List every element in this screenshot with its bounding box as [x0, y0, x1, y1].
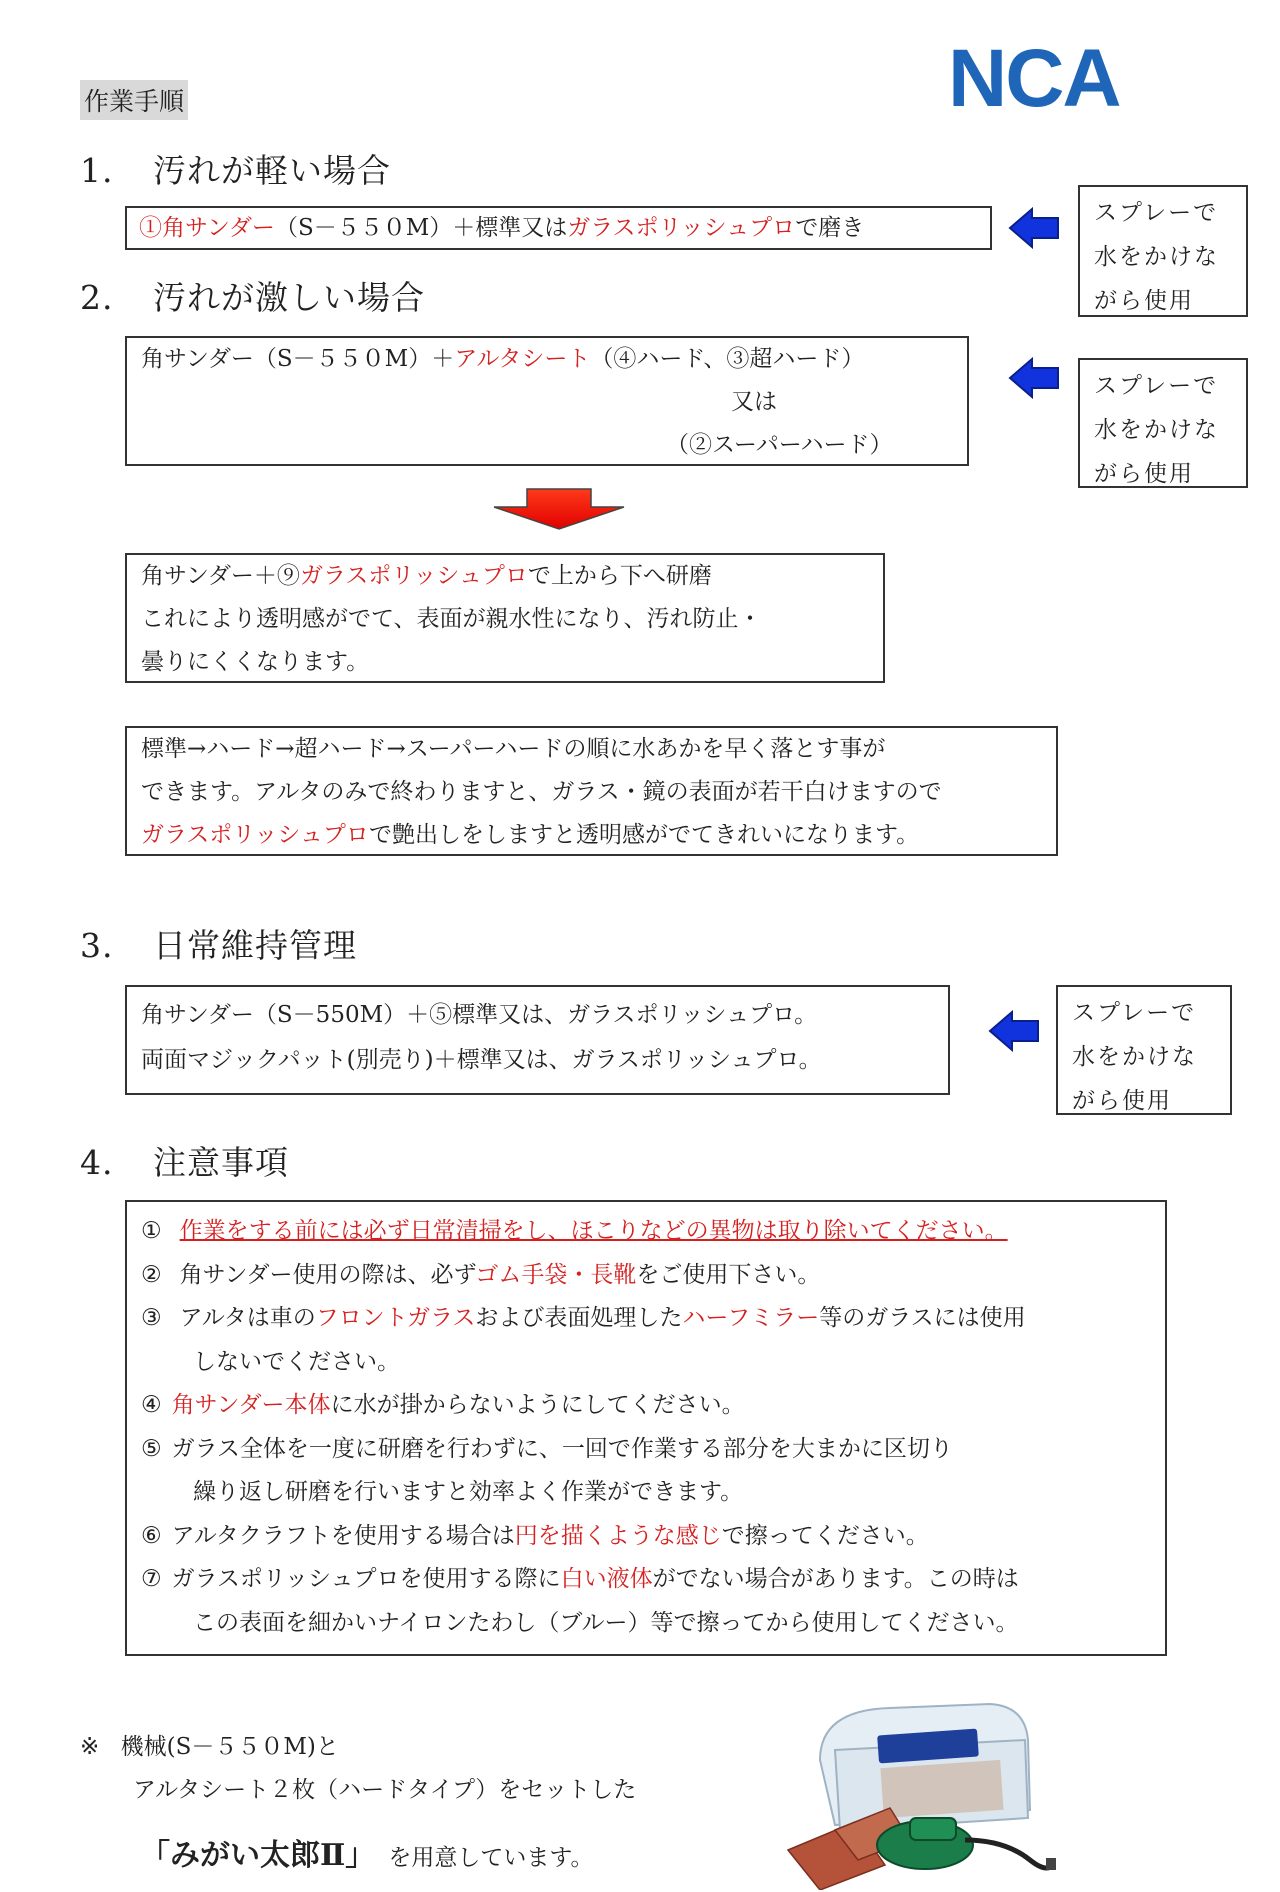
spray-note-box: [1056, 985, 1232, 1115]
section-3-box: [125, 985, 950, 1095]
s2-order-glass-polish: ガラスポリッシュプロ: [141, 822, 369, 848]
caution-item: [141, 1297, 1151, 1341]
caution-item: [141, 1515, 1151, 1559]
caution-text: をご使用下さい。: [636, 1261, 821, 1288]
caution-highlight: ゴム手袋・長靴: [475, 1261, 637, 1288]
caution-continuation: この表面を細かいナイロンたわし（ブルー）等で擦ってから使用してください。: [193, 1609, 1019, 1636]
section-2-number: 2.: [80, 278, 114, 317]
caution-number: ⑥: [141, 1522, 162, 1549]
section-3-number: 3.: [80, 926, 114, 965]
s2-sander-text: 角サンダー（S－５５０M）＋: [141, 346, 455, 372]
footer-line-3: [140, 1830, 594, 1874]
section-2-title: 汚れが激しい場合: [153, 278, 425, 317]
footer-line-2: アルタシート２枚（ハードタイプ）をセットした: [133, 1777, 637, 1803]
caution-item: [141, 1558, 1151, 1602]
caution-text: ガラス全体を一度に研磨を行わずに、一回で作業する部分を大まかに区切り: [171, 1435, 953, 1462]
caution-text: および表面処理した: [475, 1305, 683, 1331]
caution-highlight: ハーフミラー: [682, 1305, 820, 1331]
caution-text: に水が掛からないようにしてください。: [330, 1392, 745, 1418]
caution-number: ⑦: [141, 1566, 162, 1592]
blue-arrow-left-icon: [988, 1008, 1040, 1054]
caution-item: [141, 1384, 1151, 1428]
spray-note-line: がら使用: [1094, 461, 1194, 487]
section-4-number: 4.: [80, 1143, 114, 1182]
s2-alta-sheet: アルタシート: [454, 346, 591, 372]
page-title: 作業手順: [80, 80, 188, 120]
s2-after-sander: 角サンダー＋⑨: [141, 563, 300, 589]
s2-after-polish-text: で上から下へ研磨: [527, 563, 712, 589]
caution-highlight: 白い液体: [560, 1566, 653, 1592]
s1-model-text: （S－５５０M）＋標準又は: [274, 215, 568, 241]
section-3-title: 日常維持管理: [153, 926, 357, 965]
blue-arrow-left-icon: [1008, 355, 1060, 401]
caution-text: ガラスポリッシュプロを使用する際に: [171, 1566, 561, 1592]
caution-number: ⑤: [141, 1435, 162, 1462]
s2-order-line-2: できます。アルタのみで終わりますと、ガラス・鏡の表面が若干白けますので: [141, 779, 942, 805]
s2-after-line-2: これにより透明感がでて、表面が親水性になり、汚れ防止・: [141, 606, 762, 632]
s2-or-text: 又は: [731, 389, 777, 415]
caution-text: アルタクラフトを使用する場合は: [171, 1522, 515, 1549]
footer-line-1: [80, 1725, 339, 1769]
caution-text: アルタは車の: [179, 1305, 316, 1331]
s2-order-line-1: 標準→ハード→超ハード→スーパーハードの順に水あかを早く落とす事が: [141, 736, 886, 762]
caution-text: 等のガラスには使用: [819, 1305, 1026, 1331]
s1-angle-sander: ①角サンダー: [139, 215, 275, 241]
s2-order-line-3: で艶出しをしますと透明感がでてきれいになります。: [368, 822, 920, 848]
spray-note-line: 水をかけな: [1094, 244, 1219, 270]
caution-continuation: 繰り返し研磨を行いますと効率よく作業ができます。: [193, 1479, 744, 1505]
product-kit-image: [760, 1690, 1060, 1890]
spray-note-line: 水をかけな: [1072, 1044, 1197, 1070]
spray-note-line: スプレーで: [1072, 1000, 1197, 1026]
blue-arrow-left-icon: [1008, 205, 1060, 251]
spray-note-box: [1078, 185, 1248, 317]
section-1-title: 汚れが軽い場合: [153, 151, 391, 190]
section-2-box: [125, 336, 969, 466]
caution-text: で擦ってください。: [721, 1522, 929, 1549]
note-mark: ※: [80, 1734, 100, 1760]
section-2-after-box: [125, 553, 885, 683]
section-1-heading: [80, 145, 391, 192]
s2-after-glass-polish: ガラスポリッシュプロ: [299, 563, 528, 589]
spray-note-line: 水をかけな: [1094, 417, 1219, 443]
caution-text: 作業をする前には必ず日常清掃をし、ほこりなどの異物は取り除いてください。: [179, 1218, 1008, 1244]
s2-hardness-text: （④ハード、③超ハード）: [590, 346, 865, 372]
s2-super-hard-text: （②スーパーハード）: [666, 432, 893, 458]
footer-prepared-text: を用意しています。: [388, 1845, 594, 1871]
cautions-box: [125, 1200, 1167, 1656]
section-4-heading: [80, 1137, 289, 1184]
s1-polish-text: で磨き: [795, 215, 865, 241]
s2-after-line-3: 曇りにくくなります。: [141, 649, 370, 675]
caution-text: がでない場合があります。この時は: [652, 1566, 1019, 1592]
spray-note-box: [1078, 358, 1248, 488]
nca-logo: NCA: [948, 33, 1120, 124]
s1-glass-polish: ガラスポリッシュプロ: [567, 215, 796, 241]
caution-highlight: 角サンダー本体: [171, 1392, 331, 1418]
s3-line-1: 角サンダー（S－550M）＋⑤標準又は、ガラスポリッシュプロ。: [141, 1002, 818, 1028]
section-4-title: 注意事項: [153, 1143, 289, 1182]
caution-number: ③: [141, 1305, 162, 1331]
spray-note-line: スプレーで: [1094, 373, 1219, 399]
spray-note-line: スプレーで: [1094, 200, 1219, 226]
spray-note-line: がら使用: [1072, 1088, 1172, 1114]
caution-text: 角サンダー使用の際は、必ず: [179, 1261, 476, 1288]
section-2-heading: [80, 272, 425, 319]
footer-machine-text: 機械(S－５５０M)と: [120, 1734, 339, 1760]
section-1-box: [125, 206, 992, 250]
section-1-number: 1.: [80, 151, 114, 190]
caution-number: ④: [141, 1392, 162, 1418]
caution-highlight: 円を描くような感じ: [514, 1522, 722, 1549]
section-3-heading: [80, 920, 357, 967]
spray-note-line: がら使用: [1094, 288, 1194, 314]
caution-item: [141, 1210, 1151, 1254]
s3-line-2: 両面マジックパット(別売り)＋標準又は、ガラスポリッシュプロ。: [141, 1047, 822, 1073]
section-2-order-box: [125, 726, 1058, 856]
product-name: 「みがい太郎Ⅱ」: [140, 1838, 376, 1873]
caution-item: [141, 1254, 1151, 1298]
caution-item: [141, 1428, 1151, 1472]
caution-number: ②: [141, 1261, 162, 1288]
caution-number: ①: [141, 1218, 162, 1244]
caution-continuation: しないでください。: [193, 1348, 400, 1375]
red-arrow-down-icon: [492, 487, 626, 531]
caution-highlight: フロントガラス: [315, 1305, 476, 1331]
